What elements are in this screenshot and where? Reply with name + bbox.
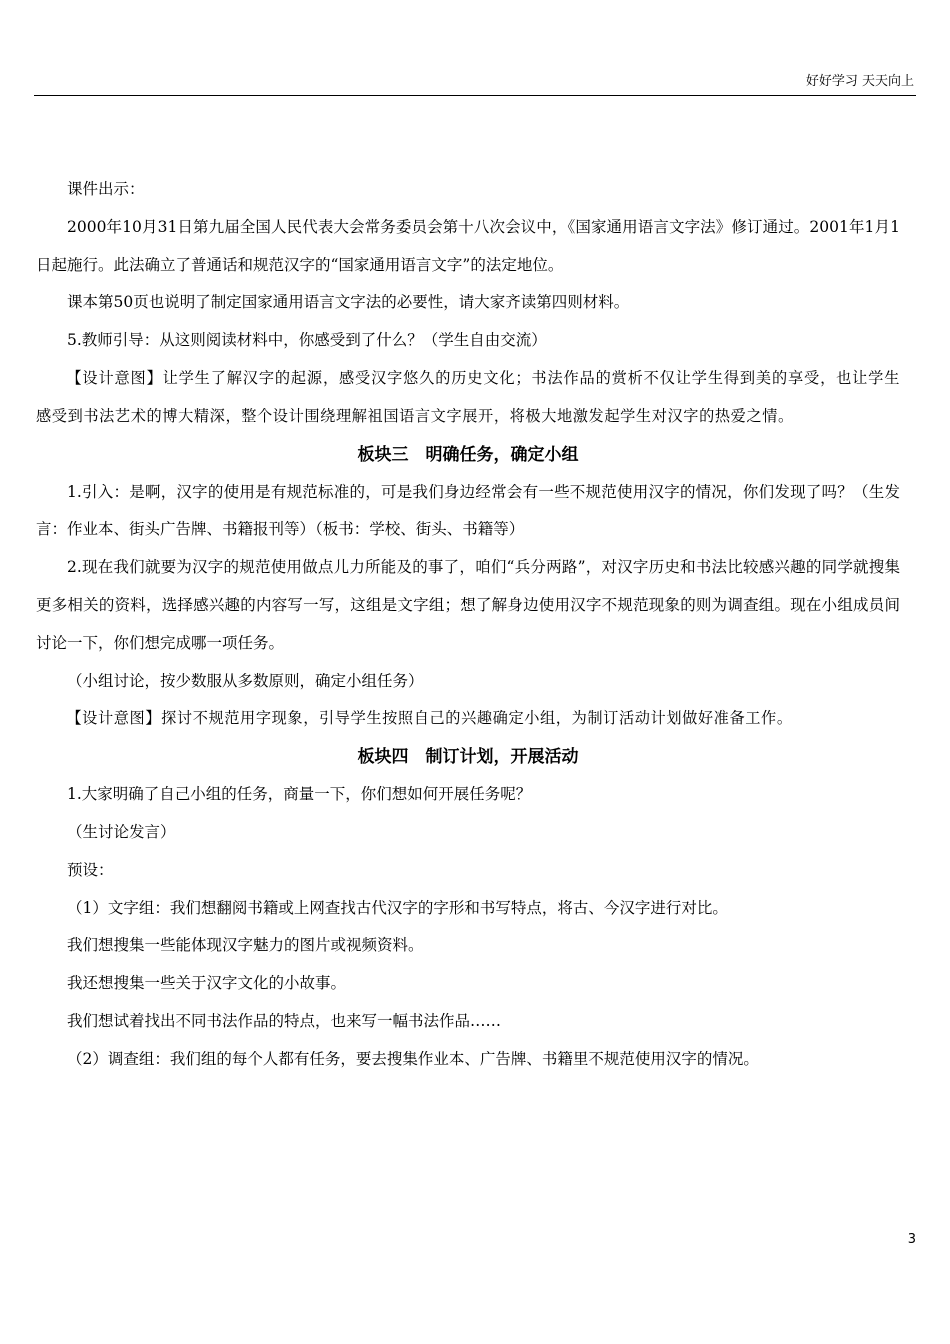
section4-paragraph-stories: 我还想搜集一些关于汉字文化的小故事。 xyxy=(67,974,347,993)
section3-paragraph-groups: 2.现在我们就要为汉字的规范使用做点儿力所能及的事了，咱们“兵分两路”，对汉字历史和书法比较感兴趣的同学就搜集更多相关的资料，选择感兴趣的内容写一写，这组是文字组；想了解身边使用汉字不规范现象的则为调查组。现在小组成员间讨论一下，你们想完成哪一项任务。 xyxy=(36,558,900,652)
document-body xyxy=(36,171,900,1079)
section-title-3: 板块三 明确任务，确定小组 xyxy=(357,444,579,465)
paragraph-teacher-guidance: 5.教师引导：从这则阅读材料中，你感受到了什么？（学生自由交流） xyxy=(67,331,547,350)
section3-paragraph-design-intent: 【设计意图】探讨不规范用字现象，引导学生按照自己的兴趣确定小组，为制订活动计划做好准备工作。 xyxy=(66,709,793,728)
section4-paragraph-question: 1.大家明确了自己小组的任务，商量一下，你们想如何开展任务呢？ xyxy=(67,785,532,804)
paragraph-courseware-label: 课件出示： xyxy=(67,180,145,198)
header-motto: 好好学习 天天向上 xyxy=(805,74,914,89)
section4-paragraph-discussion: （生讨论发言） xyxy=(67,822,176,841)
section3-paragraph-intro: 1.引入：是啊，汉字的使用是有规范标准的，可是我们身边经常会有一些不规范使用汉字的情况，你们发现了吗？（生发言：作业本、街头广告牌、书籍报刊等）（板书：学校、街头、书籍等） xyxy=(36,482,900,539)
section4-paragraph-text-group: （1）文字组：我们想翻阅书籍或上网查找古代汉字的字形和书写特点，将古、今汉字进行对比。 xyxy=(67,898,728,917)
section4-paragraph-images: 我们想搜集一些能体现汉字魅力的图片或视频资料。 xyxy=(67,936,424,955)
section3-paragraph-discussion: （小组讨论，按少数服从多数原则，确定小组任务） xyxy=(67,671,424,690)
page-number: 3 xyxy=(907,1232,916,1247)
header-divider xyxy=(34,95,916,96)
section-title-4: 板块四 制订计划，开展活动 xyxy=(357,747,579,768)
paragraph-design-intent-1: 【设计意图】让学生了解汉字的起源，感受汉字悠久的历史文化；书法作品的赏析不仅让学生得到美的享受，也让学生感受到书法艺术的博大精深，整个设计围绕理解祖国语言文字展开，将极大地激发起学生对汉字的热爱之情。 xyxy=(36,368,900,425)
section4-paragraph-preset: 预设： xyxy=(67,860,114,879)
section4-paragraph-calligraphy: 我们想试着找出不同书法作品的特点，也来写一幅书法作品…… xyxy=(67,1011,502,1030)
paragraph-textbook-reading: 课本第50页也说明了制定国家通用语言文字法的必要性，请大家齐读第四则材料。 xyxy=(67,293,630,312)
paragraph-law-history: 2000年10月31日第九届全国人民代表大会常务委员会第十八次会议中，《国家通用语言文字法》修订通过。2001年1月1日起施行。此法确立了普通话和规范汉字的“国家通用语言文字”的法定地位。 xyxy=(36,217,900,274)
section4-paragraph-survey-group: （2）调查组：我们组的每个人都有任务，要去搜集作业本、广告牌、书籍里不规范使用汉字的情况。 xyxy=(67,1049,759,1068)
